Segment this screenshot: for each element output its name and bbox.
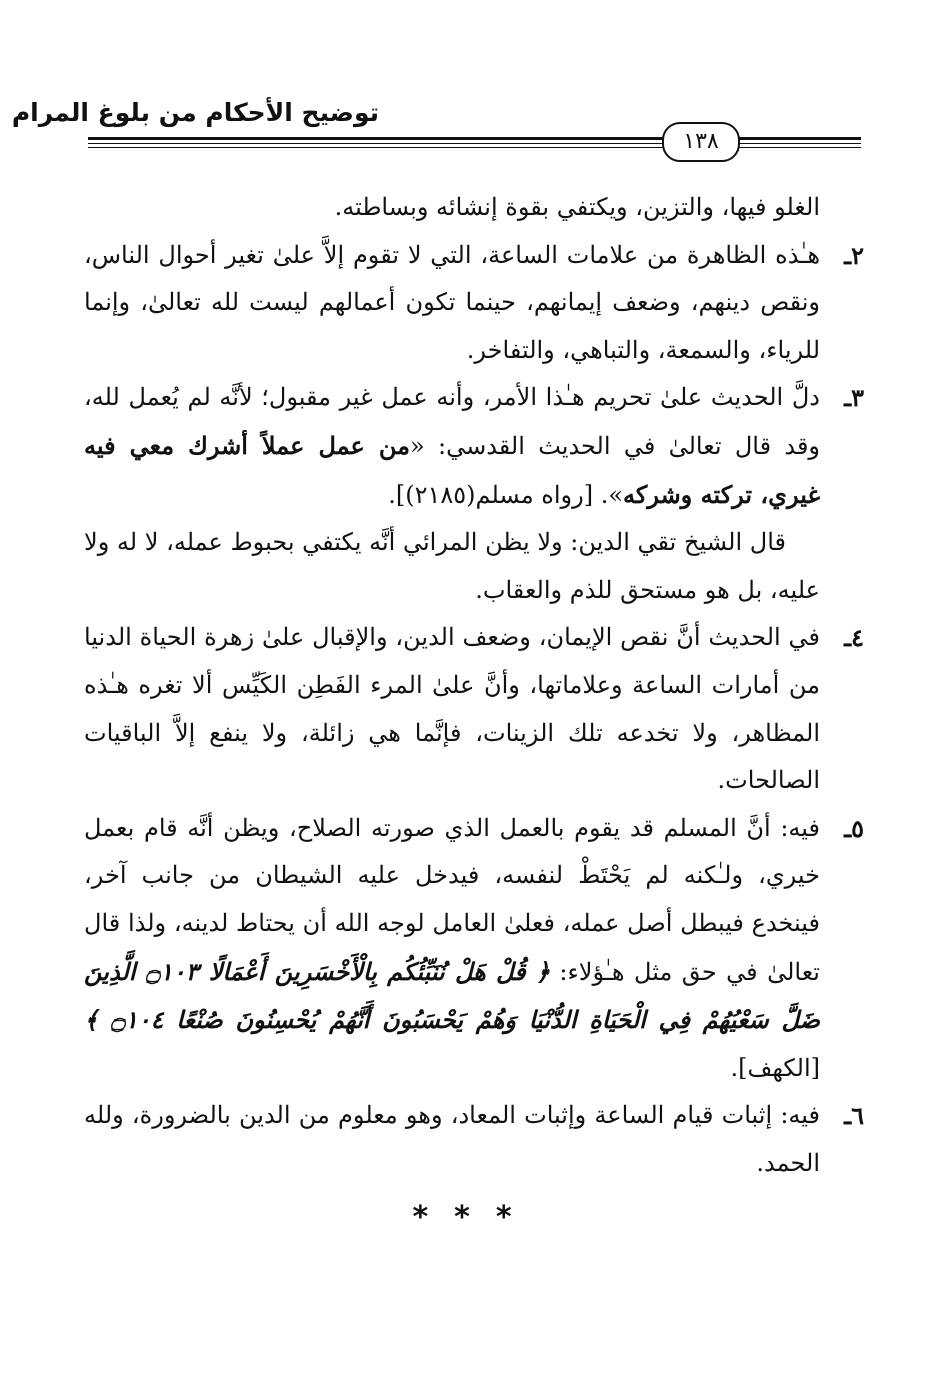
running-header-title: توضيح الأحكام من بلوغ المرام bbox=[11, 98, 379, 127]
header-rule-thin bbox=[88, 143, 861, 144]
list-item-6 bbox=[84, 1092, 864, 1187]
paragraph-intro: الغلو فيها، والتزين، ويكتفي بقوة إنشائه وبساطته. bbox=[334, 193, 820, 221]
list-item-text: فيه: أنَّ المسلم قد يقوم بالعمل الذي صورته الصلاح، ويظن أنَّه قام بعمل خيري، ولـٰكنه لم يَحْتَطْ لنفسه، فيدخل عليه الشيطان من جانب آخر، فينخدع فيبطل أصل عمله، فعلىٰ العامل لوجه الله أن يحتاط لدينه، ولذا قال تعالىٰ في حق مثل هـٰؤلاء: bbox=[84, 813, 820, 986]
header-rule-thin-2 bbox=[88, 147, 861, 148]
quran-verse: ﴿ قُلْ هَلْ نُنَبِّئُكُم بِالْأَخْسَرِينَ أَعْمَالًا ۝١٠٣ الَّذِينَ ضَلَّ سَعْيُهُمْ فِي الْحَيَاةِ الدُّنْيَا وَهُمْ يَحْسَبُونَ أَنَّهُمْ يُحْسِنُونَ صُنْعًا ۝١٠٤ ﴾ bbox=[84, 956, 820, 1035]
list-item-text: في الحديث أنَّ نقص الإيمان، وضعف الدين، والإقبال علىٰ زهرة الحياة الدنيا من أمارات الساعة وعلاماتها، وأنَّ علىٰ المرء الفَطِن الكَيِّس ألا تغره هـٰذه المظاهر، ولا تخدعه تلك الزينات، فإنَّما هي زائلة، ولا ينفع إلاَّ الباقيات الصالحات. bbox=[84, 623, 820, 795]
list-item-2 bbox=[84, 232, 864, 375]
header-rule bbox=[88, 137, 861, 140]
list-number: ٣ـ bbox=[844, 383, 864, 413]
list-number: ٢ـ bbox=[844, 240, 864, 270]
list-item-text: دلَّ الحديث علىٰ تحريم هـٰذا الأمر، وأنه عمل غير مقبول؛ لأنَّه لم يُعمل لله، وقد قال تعالىٰ في الحديث القدسي: « bbox=[84, 383, 821, 460]
list-item-4 bbox=[84, 614, 864, 804]
list-item-3 bbox=[84, 374, 864, 519]
section-end-ornament: *** bbox=[412, 1200, 538, 1235]
page-number: ١٣٨ bbox=[662, 122, 740, 162]
list-number: ٤ـ bbox=[844, 623, 864, 653]
citation: [الكهف]. bbox=[730, 1053, 820, 1082]
list-number: ٦ـ bbox=[844, 1101, 864, 1131]
citation: ». [رواه مسلم(٢١٨٥)]. bbox=[388, 480, 624, 509]
paragraph-quote-sheikh: قال الشيخ تقي الدين: ولا يظن المرائي أنَّه يكتفي بحبوط عمله، لا له ولا عليه، بل هو مستحق للذم والعقاب. bbox=[84, 528, 820, 604]
list-item-text: فيه: إثبات قيام الساعة وإثبات المعاد، وهو معلوم من الدين بالضرورة، ولله الحمد. bbox=[84, 1101, 820, 1177]
hadith-quote: من عمل عملاً أشرك معي فيه غيري، تركته وشركه bbox=[84, 430, 820, 509]
list-item-text: هـٰذه الظاهرة من علامات الساعة، التي لا تقوم إلاَّ علىٰ تغير أحوال الناس، ونقص دينهم، وضعف إيمانهم، حينما تكون أعمالهم ليست لله تعالىٰ، وإنما للرياء، والسمعة، والتباهي، والتفاخر. bbox=[84, 240, 820, 364]
list-number: ٥ـ bbox=[844, 813, 864, 843]
page-body bbox=[84, 184, 864, 1187]
list-item-5 bbox=[84, 805, 864, 1093]
